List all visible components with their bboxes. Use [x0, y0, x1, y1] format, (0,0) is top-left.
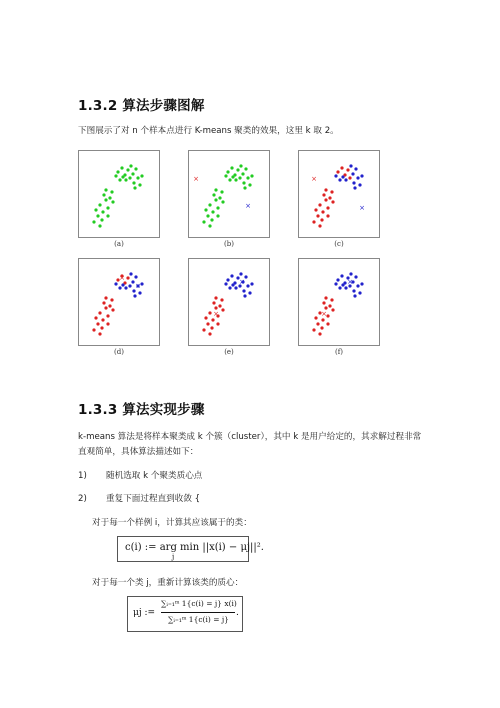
data-point: [250, 174, 253, 177]
data-point: [340, 274, 343, 277]
data-point: [228, 286, 231, 289]
data-point: [242, 289, 245, 292]
data-point: [314, 316, 317, 319]
data-point: [216, 206, 219, 209]
data-point: [221, 200, 224, 203]
data-point: [211, 318, 214, 321]
panel-e: [188, 258, 270, 346]
centroid-marker: ×: [359, 204, 365, 212]
panel-frame: [189, 151, 270, 238]
data-point: [328, 196, 331, 199]
data-point: [98, 203, 101, 206]
centroid-equation-period: .: [236, 608, 239, 618]
data-point: [322, 193, 325, 196]
data-point: [338, 286, 341, 289]
data-point: [354, 167, 357, 170]
data-point: [136, 176, 139, 179]
data-point: [126, 276, 129, 279]
centroid-marker: ×: [119, 274, 125, 282]
panel-b-plot: [188, 150, 270, 238]
panel-a: [78, 150, 160, 238]
data-point: [331, 308, 334, 311]
data-point: [246, 176, 249, 179]
data-point: [248, 291, 251, 294]
data-point: [316, 214, 319, 217]
data-point: [231, 175, 234, 178]
data-point: [326, 206, 329, 209]
data-point: [106, 322, 109, 325]
data-point: [230, 274, 233, 277]
data-point: [230, 166, 233, 169]
panel-f: [298, 258, 380, 346]
data-point: [111, 308, 114, 311]
data-point: [98, 311, 101, 314]
data-point: [134, 167, 137, 170]
data-point: [116, 170, 119, 173]
data-point: [108, 196, 111, 199]
panel-frame: [79, 259, 160, 346]
data-point: [111, 200, 114, 203]
data-point: [208, 311, 211, 314]
data-point: [210, 218, 213, 221]
data-point: [250, 282, 253, 285]
data-point: [132, 181, 135, 184]
section-heading-1-3-2: 1.3.2 算法步骤图解: [78, 98, 205, 114]
data-point: [208, 332, 211, 335]
data-point: [242, 181, 245, 184]
data-point: [96, 322, 99, 325]
step1-text: 随机选取 k 个聚类质心点: [106, 471, 203, 481]
data-point: [133, 294, 136, 297]
algorithm-paragraph-line2: 直观简单，具体算法描述如下：: [78, 447, 199, 457]
data-point: [356, 176, 359, 179]
panel-frame: [79, 151, 160, 238]
data-point: [106, 214, 109, 217]
data-point: [94, 316, 97, 319]
data-point: [221, 308, 224, 311]
panel-frame: [189, 259, 270, 346]
centroid-marker: ×: [135, 282, 141, 290]
centroid-equation-numerator: ∑ᵢ₌₁ᵐ 1{c(i) = j} x(i): [161, 599, 237, 608]
data-point: [206, 322, 209, 325]
data-point: [100, 326, 103, 329]
data-point: [211, 210, 214, 213]
data-point: [321, 210, 324, 213]
data-point: [104, 198, 107, 201]
data-point: [204, 316, 207, 319]
panel-label-b: (b): [224, 240, 234, 248]
data-point: [231, 283, 234, 286]
data-point: [234, 178, 237, 181]
data-point: [326, 214, 329, 217]
panel-frame: [299, 151, 380, 238]
data-point: [212, 193, 215, 196]
data-point: [206, 214, 209, 217]
data-point: [336, 278, 339, 281]
panel-label-c: (c): [334, 240, 344, 248]
data-point: [138, 183, 141, 186]
data-point: [224, 174, 227, 177]
data-point: [239, 164, 242, 167]
data-point: [218, 304, 221, 307]
panel-a-plot: [78, 150, 160, 238]
data-point: [100, 218, 103, 221]
data-point: [239, 272, 242, 275]
update-step-text: 对于每一个类 j，重新计算该类的质心：: [92, 578, 244, 588]
data-point: [133, 186, 136, 189]
data-point: [118, 178, 121, 181]
panel-c: [298, 150, 380, 238]
data-point: [241, 172, 244, 175]
data-point: [331, 200, 334, 203]
panel-d-plot: [78, 258, 160, 346]
data-point: [330, 190, 333, 193]
centroid-marker: ×: [245, 202, 251, 210]
centroid-equation: [127, 596, 243, 632]
data-point: [216, 322, 219, 325]
panel-label-d: (d): [114, 348, 124, 356]
data-point: [338, 178, 341, 181]
centroid-marker: ×: [193, 175, 199, 183]
data-point: [94, 208, 97, 211]
data-point: [120, 166, 123, 169]
data-point: [226, 278, 229, 281]
data-point: [140, 174, 143, 177]
data-point: [121, 283, 124, 286]
data-point: [353, 294, 356, 297]
data-point: [341, 175, 344, 178]
data-point: [102, 193, 105, 196]
data-point: [106, 206, 109, 209]
data-point: [108, 304, 111, 307]
data-point: [353, 186, 356, 189]
data-point: [214, 296, 217, 299]
data-point: [243, 186, 246, 189]
step2-text: 重复下面过程直到收敛 {: [106, 494, 201, 504]
data-point: [324, 188, 327, 191]
centroid-marker: ×: [321, 310, 327, 318]
data-point: [340, 166, 343, 169]
data-point: [352, 289, 355, 292]
data-point: [318, 203, 321, 206]
data-point: [248, 183, 251, 186]
data-point: [314, 208, 317, 211]
data-point: [98, 224, 101, 227]
data-point: [208, 203, 211, 206]
data-point: [349, 272, 352, 275]
centroid-equation-denominator: ∑ᵢ₌₁ᵐ 1{c(i) = j}: [168, 615, 229, 624]
assignment-equation: [117, 536, 264, 562]
assign-step-text: 对于每一个样例 i，计算其应该属于的类：: [92, 518, 252, 528]
data-point: [114, 282, 117, 285]
centroid-equation-lhs: μj :=: [133, 608, 156, 618]
centroid-marker: ×: [239, 278, 245, 286]
data-point: [344, 178, 347, 181]
fraction-bar: [161, 612, 235, 613]
data-point: [110, 190, 113, 193]
centroid-marker: ×: [347, 278, 353, 286]
panel-c-plot: [298, 150, 380, 238]
data-point: [320, 218, 323, 221]
data-point: [246, 284, 249, 287]
assignment-equation-subscript: j: [172, 553, 175, 561]
data-point: [96, 214, 99, 217]
data-point: [102, 301, 105, 304]
data-point: [228, 178, 231, 181]
section-heading-1-3-3: 1.3.3 算法实现步骤: [78, 402, 205, 418]
step2-number: 2): [78, 494, 87, 504]
data-point: [360, 282, 363, 285]
data-point: [110, 298, 113, 301]
data-point: [360, 174, 363, 177]
data-point: [131, 172, 134, 175]
algorithm-paragraph-line1: k-means 算法是将样本聚类成 k 个簇（cluster），其中 k 是用户给定的，其求解过程非常: [78, 432, 422, 442]
data-point: [128, 284, 131, 287]
data-point: [134, 275, 137, 278]
data-point: [220, 190, 223, 193]
data-point: [334, 174, 337, 177]
panel-b: [188, 150, 270, 238]
data-point: [218, 196, 221, 199]
panel-d: [78, 258, 160, 346]
data-point: [92, 328, 95, 331]
data-point: [104, 188, 107, 191]
data-point: [212, 301, 215, 304]
data-point: [344, 286, 347, 289]
data-point: [318, 332, 321, 335]
panel-frame: [299, 259, 380, 346]
data-point: [101, 210, 104, 213]
data-point: [346, 168, 349, 171]
panel-label-f: (f): [334, 348, 344, 356]
data-point: [101, 318, 104, 321]
centroid-marker: ×: [213, 310, 219, 318]
data-point: [121, 175, 124, 178]
data-point: [124, 286, 127, 289]
data-point: [321, 318, 324, 321]
data-point: [128, 176, 131, 179]
panel-label-e: (e): [224, 348, 234, 356]
data-point: [214, 198, 217, 201]
data-point: [348, 176, 351, 179]
data-point: [124, 178, 127, 181]
data-point: [358, 291, 361, 294]
data-point: [336, 170, 339, 173]
centroid-marker: ×: [311, 175, 317, 183]
panel-label-a: (a): [114, 240, 124, 248]
step1-number: 1): [78, 471, 87, 481]
assignment-equation-text: c(i) := arg min ||x(i) − μj||².: [125, 542, 264, 553]
data-point: [312, 220, 315, 223]
data-point: [324, 296, 327, 299]
data-point: [326, 322, 329, 325]
data-point: [220, 298, 223, 301]
data-point: [129, 272, 132, 275]
figure-intro-text: 下图展示了对 n 个样本点进行 K-means 聚类的效果，这里 k 取 2。: [78, 126, 339, 136]
data-point: [356, 284, 359, 287]
data-point: [104, 306, 107, 309]
data-point: [349, 164, 352, 167]
data-point: [236, 168, 239, 171]
data-point: [202, 220, 205, 223]
panel-f-plot: [298, 258, 380, 346]
data-point: [238, 176, 241, 179]
data-point: [234, 286, 237, 289]
data-point: [98, 332, 101, 335]
data-point: [358, 183, 361, 186]
data-point: [320, 326, 323, 329]
panel-e-plot: [188, 258, 270, 346]
data-point: [352, 181, 355, 184]
data-point: [204, 208, 207, 211]
data-point: [244, 167, 247, 170]
data-point: [208, 224, 211, 227]
data-point: [202, 328, 205, 331]
data-point: [114, 174, 117, 177]
data-point: [92, 220, 95, 223]
data-point: [312, 328, 315, 331]
data-point: [324, 198, 327, 201]
data-point: [226, 170, 229, 173]
data-point: [334, 282, 337, 285]
data-point: [328, 304, 331, 307]
data-point: [351, 172, 354, 175]
data-point: [138, 291, 141, 294]
data-point: [106, 314, 109, 317]
data-point: [316, 322, 319, 325]
data-point: [224, 282, 227, 285]
data-point: [126, 168, 129, 171]
data-point: [214, 188, 217, 191]
data-point: [118, 286, 121, 289]
data-point: [330, 298, 333, 301]
data-point: [341, 283, 344, 286]
data-point: [104, 296, 107, 299]
data-point: [322, 301, 325, 304]
data-point: [210, 326, 213, 329]
data-point: [318, 224, 321, 227]
data-point: [243, 294, 246, 297]
data-point: [129, 164, 132, 167]
data-point: [216, 214, 219, 217]
data-point: [354, 275, 357, 278]
